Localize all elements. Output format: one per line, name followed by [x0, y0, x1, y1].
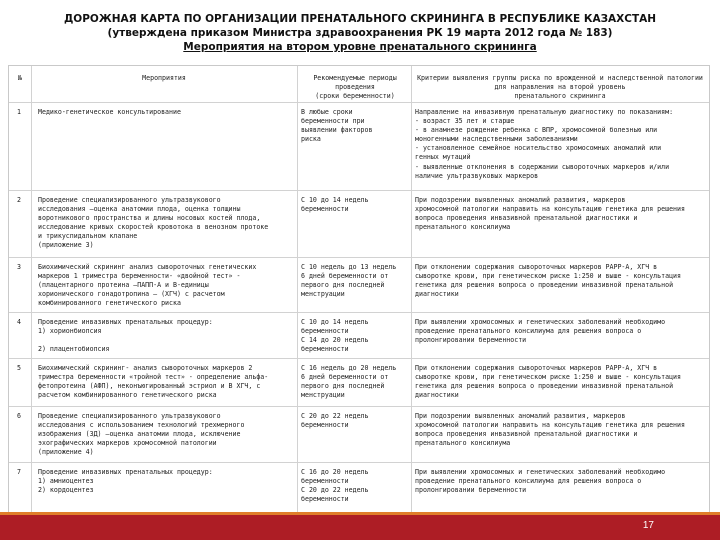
table-row-period: С 10 до 14 недель беременности С 14 до 20 недель беременности	[301, 318, 369, 354]
document-header	[0, 12, 720, 54]
table-row-num: 2	[17, 196, 21, 204]
table-row-period: С 16 до 20 недель беременности С 20 до 22 недель беременности	[301, 468, 369, 504]
table-row-activity: Проведение инвазивных пренатальных процедур: 1) амниоцентез 2) кордоцентез	[38, 468, 213, 495]
header-num: №	[18, 74, 22, 82]
table-row-activity: Биохимический скрининг- анализ сывороточных маркеров 2 триместра беременности «тройной тест» - определение альфа- фетопротеина (АФП), неконъюгированный эстриол и В ХГЧ, с расчетом комбинированного генетического риска	[38, 364, 269, 400]
section-title: Мероприятия на втором уровне пренатального скрининга	[183, 41, 537, 53]
header-period: Рекомендуемые периоды проведения (сроки беременности)	[313, 74, 397, 101]
document-subtitle: (утверждена приказом Министра здравоохранения РК 19 марта 2012 года № 183)	[107, 27, 613, 39]
table-row-activity: Медико-генетическое консультирование	[38, 108, 181, 116]
table-row-period: В любые сроки беременности при выявлении факторов риска	[301, 108, 373, 144]
table-row-criteria: При отклонении содержания сывороточных маркеров PAPP-A, ХГЧ в сыворотке крови, при генетическом риске 1:250 и выше - консультация генетика для решения вопроса о проведении инвазивной пренатальной диагностики	[415, 364, 681, 400]
table-row-num: 3	[17, 263, 21, 271]
header-activity: Мероприятия	[142, 74, 186, 82]
table-row-criteria: При подозрении выявленных аномалий развития, маркеров хромосомной патологии направить на консультацию генетика для решения вопроса проведения инвазивной пренатальной диагностики и пренатального консилиума	[415, 196, 685, 232]
table-row-num: 1	[17, 108, 21, 116]
table-row-activity: Проведение специализированного ультразвукового исследования с использованием технологий трехмерного изображения (3Д) –оценка анатомии плода, исключение эхографических маркеров хромосомной патологии (приложение 4)	[38, 412, 245, 457]
roadmap-table	[8, 65, 710, 517]
header-criteria: Критерии выявления группы риска по врожденной и наследственной патологии для направления на второй уровень пренатального скрининга	[417, 74, 703, 101]
table-row-num: 5	[17, 364, 21, 372]
table-row-criteria: При подозрении выявленных аномалий развития, маркеров хромосомной патологии направить на консультацию генетика для решения вопроса проведения инвазивной пренатальной диагностики и пренатального консилиума	[415, 412, 685, 448]
table-row-activity: Проведение инвазивных пренатальных процедур: 1) хорионбиопсия 2) плацентобиопсия	[38, 318, 213, 354]
table-row-criteria: При отклонении содержания сывороточных маркеров PAPP-A, ХГЧ в сыворотке крови, при генетическом риске 1:250 и выше - консультация генетика для решения вопроса о проведении инвазивной пренатальной диагностики	[415, 263, 681, 299]
table-row-num: 6	[17, 412, 21, 420]
document-title: ДОРОЖНАЯ КАРТА ПО ОРГАНИЗАЦИИ ПРЕНАТАЛЬНОГО СКРИНИНГА В РЕСПУБЛИКЕ КАЗАХСТАН	[63, 13, 657, 25]
table-row-activity: Проведение специализированного ультразвукового исследования –оценка анатомии плода, оценка толщины воротникового пространства и длины носовых костей плода, исследование кривых скоростей кровотока в венозном протоке и трикуспидальном клапане (приложение 3)	[38, 196, 269, 250]
table-row-activity: Биохимический скрининг анализ сывороточных генетических маркеров 1 триместра беременности- «двойной тест» - (плацентарного протеина –ПАПП-А и В-единицы хорионического гонадотропина – (ХГЧ) с расчетом комбинированного генетического риска	[38, 263, 257, 308]
table-row-criteria: При выявлении хромосомных и генетических заболеваний необходимо проведение пренатального консилиума для решения вопроса о пролонгировании беременности	[415, 468, 666, 495]
page-number: 17	[642, 520, 654, 531]
table-row-period: С 10 недель до 13 недель 6 дней беременности от первого дня последней менструации	[301, 263, 397, 299]
table-row-criteria: При выявлении хромосомных и генетических заболеваний необходимо проведение пренатального консилиума для решения вопроса о пролонгировании беременности	[415, 318, 666, 345]
table-row-num: 7	[17, 468, 21, 476]
table-row-period: С 10 до 14 недель беременности	[301, 196, 369, 214]
table-row-criteria: Направление на инвазивную пренатальную диагностику по показаниям: - возраст 35 лет и старше - в анамнезе рождение ребенка с ВПР, хромосомной болезнью или моногенными наследственными заболеваниями - установленное семейное носительство хромосомных аномалий или генных мутаций - выявленные отклонения в содержании сывороточных маркеров и/или наличие ультразвуковых маркеров	[415, 108, 674, 180]
footer-bar	[0, 515, 720, 540]
table-row-num: 4	[17, 318, 21, 326]
table-row-period: С 20 до 22 недель беременности	[301, 412, 369, 430]
table-row-period: С 16 недель до 20 недель 6 дней беременности от первого дня последней менструации	[301, 364, 397, 400]
